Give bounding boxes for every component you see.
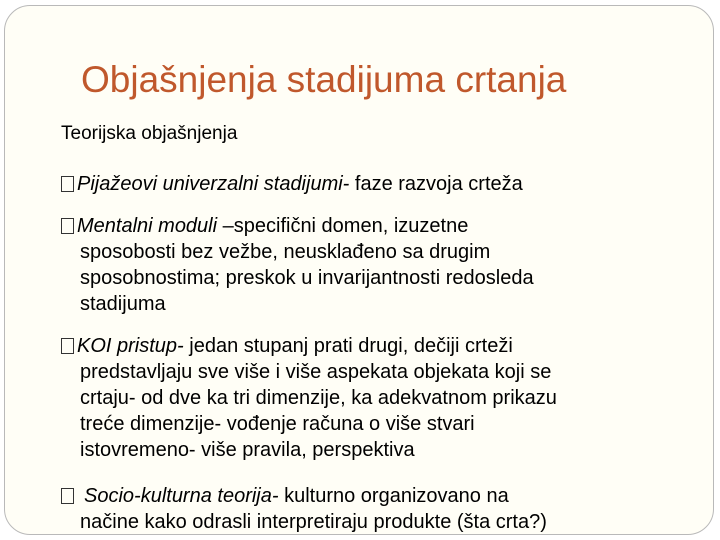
- checkbox-glyph-icon: [61, 218, 74, 234]
- bullet-pijazeovi-stadijumi: [61, 171, 711, 197]
- bullet-text: crtaju- od dve ka tri dimenzije, ka adekvatnom prikazu: [80, 387, 557, 409]
- bullet-text: faze razvoja crteža: [349, 173, 523, 195]
- bullet-term: Mentalni moduli: [77, 215, 223, 237]
- bullet-socio-kulturna-teorija: [61, 483, 711, 535]
- bullet-text: treće dimenzije- vođenje računa o više stvari: [80, 413, 475, 435]
- bullet-text: sposobnostima; preskok u invarijantnosti redosleda: [80, 267, 534, 289]
- slide-subtitle: Teorijska objašnjenja: [61, 123, 238, 144]
- bullet-line: [61, 483, 711, 509]
- bullet-text: kulturno organizovano na: [278, 485, 509, 507]
- bullet-koi-pristup: [61, 333, 711, 463]
- checkbox-glyph-icon: [61, 176, 74, 192]
- bullet-term: KOI pristup-: [77, 335, 184, 357]
- checkbox-glyph-icon: [61, 338, 74, 354]
- bullet-text: jedan stupanj prati drugi, dečiji crteži: [183, 335, 513, 357]
- bullet-mentalni-moduli: [61, 213, 711, 317]
- bullet-term: Socio-kulturna teorija-: [84, 485, 279, 507]
- bullet-text: načine kako odrasli interpretiraju produkte (šta crta?): [80, 511, 547, 533]
- bullet-text: sposobosti bez vežbe, neusklađeno sa drugim: [80, 241, 491, 263]
- bullet-text: predstavljaju sve više i više aspekata objekata koji se: [80, 361, 552, 383]
- slide: [4, 5, 714, 535]
- slide-title: Objašnjenja stadijuma crtanja: [81, 59, 567, 100]
- bullet-text: istovremeno- više pravila, perspektiva: [80, 439, 415, 461]
- bullet-text: stadijuma: [80, 293, 166, 315]
- bullet-line: [61, 213, 711, 239]
- bullet-term: Pijažeovi univerzalni stadijumi-: [77, 173, 350, 195]
- checkbox-glyph-icon: [61, 488, 74, 504]
- bullet-line: [61, 171, 711, 197]
- bullet-line: [61, 333, 711, 359]
- bullet-text: –specifični domen, izuzetne: [222, 215, 469, 237]
